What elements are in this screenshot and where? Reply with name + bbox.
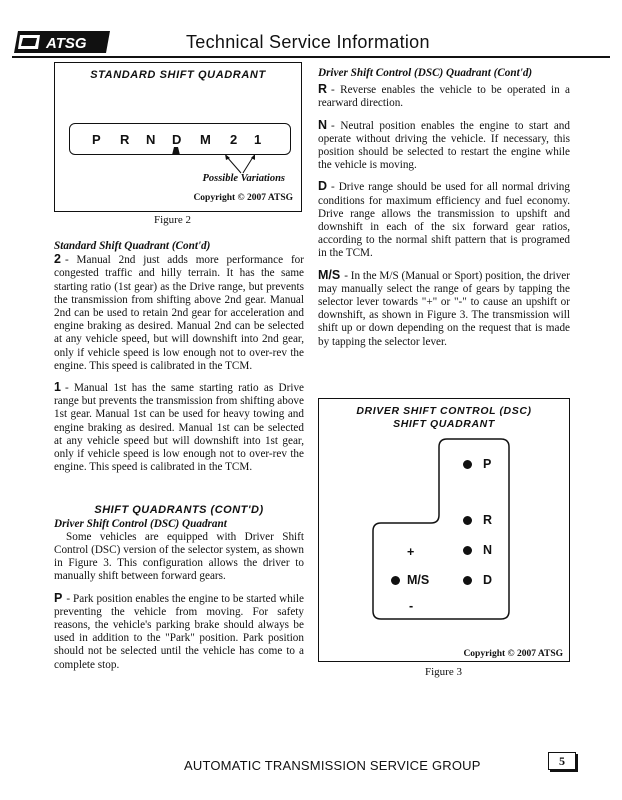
figure-title: STANDARD SHIFT QUADRANT bbox=[90, 69, 266, 81]
position-n: N bbox=[146, 132, 156, 147]
paragraph-reverse bbox=[318, 83, 570, 110]
position-p: P bbox=[92, 132, 101, 147]
paragraph-manual-sport bbox=[318, 269, 570, 349]
position-d: D bbox=[172, 132, 182, 147]
ms-position-dot bbox=[391, 576, 400, 585]
paragraph-park bbox=[54, 592, 304, 672]
copyright: Copyright © 2007 ATSG bbox=[193, 193, 293, 203]
subheading: Driver Shift Control (DSC) Quadrant bbox=[54, 517, 227, 530]
minus-label: - bbox=[409, 599, 414, 613]
para-text: - In the M/S (Manual or Sport) position, the driver may manually select the range of gears by tapping the selector lever towards "+" or "-" to cause an upshift or downshift, as shown in Figure 3. The transmission will shift up or down depending on the request that is made by tapping the selector lever. bbox=[318, 269, 570, 348]
para-text: - Manual 1st has the same starting ratio as Drive range but prevents the transmission from shifting above 1st gear. Manual 1st can be used for heavy towing and engine braking as desired. Manual 1st can be selected at any vehicle speed but will downshift into 1st gear, only if vehicle speed is low enough not to over-rev the engine. This speed is calibrated in the TCM. bbox=[54, 382, 304, 474]
p-position-dot bbox=[463, 460, 472, 469]
dsc-gate-outline bbox=[319, 399, 571, 663]
position-r: R bbox=[120, 132, 130, 147]
left-column bbox=[54, 240, 304, 680]
para-lead: M/S bbox=[318, 267, 341, 282]
para-lead: 2 bbox=[54, 252, 61, 267]
figure-standard-shift-quadrant bbox=[54, 62, 302, 212]
figure-subtitle: SHIFT QUADRANT bbox=[393, 418, 495, 430]
position-2: 2 bbox=[230, 132, 238, 147]
right-column bbox=[318, 67, 570, 357]
svg-text:ATSG: ATSG bbox=[46, 35, 87, 52]
para-lead: P bbox=[54, 590, 63, 605]
d-position-dot bbox=[463, 576, 472, 585]
r-label: R bbox=[483, 513, 493, 527]
paragraph-drive bbox=[318, 180, 570, 260]
paragraph-manual-1st bbox=[54, 381, 304, 474]
n-label: N bbox=[483, 543, 493, 557]
page-number: 5 bbox=[548, 752, 576, 770]
variations-label: Possible Variations bbox=[202, 173, 285, 184]
para-text: - Neutral position enables the engine to start and operate without driving the vehicle. If necessary, this position should be selected to restart the engine while the vehicle is moving. bbox=[318, 119, 570, 172]
d-label: D bbox=[483, 573, 493, 587]
para-text: - Drive range should be used for all normal driving conditions for maximum efficiency and fuel economy. Drive range allows the transmission to upshift and downshift in each of the six forward gear ratios, according to the normal shift pattern that is programed in the TCM. bbox=[318, 181, 570, 260]
r-position-dot bbox=[463, 516, 472, 525]
section-heading: SHIFT QUADRANTS (CONT'D) bbox=[94, 504, 264, 517]
page-title: Technical Service Information bbox=[186, 32, 430, 52]
para-text: - Reverse enables the vehicle to be operated in a rearward direction. bbox=[318, 84, 570, 110]
p-label: P bbox=[483, 457, 492, 471]
plus-label: + bbox=[407, 545, 415, 559]
figure-caption: Figure 3 bbox=[425, 666, 462, 678]
n-position-dot bbox=[463, 546, 472, 555]
atsg-logo bbox=[12, 30, 112, 54]
position-m: M bbox=[200, 132, 211, 147]
para-lead: R bbox=[318, 82, 328, 97]
para-text: - Manual 2nd just adds more performance for congested traffic and hilly terrain. It has the same starting ratio (1st gear) as the Drive range, but prevents the transmission from shifting above 2nd gear. Manual 2nd can be used to retain 2nd gear for acceleration and engine braking as desired. Manual 2nd can be selected at any vehicle speed, but will downshift into 2nd gear, only if vehicle speed is low enough not to over-rev the engine. This speed is calibrated in the TCM. bbox=[54, 254, 304, 372]
ms-label: M/S bbox=[407, 573, 430, 587]
figure-dsc-shift-quadrant bbox=[318, 398, 570, 662]
figure-caption: Figure 2 bbox=[154, 214, 191, 226]
figure-title: DRIVER SHIFT CONTROL (DSC) bbox=[356, 405, 532, 417]
copyright: Copyright © 2007 ATSG bbox=[463, 649, 563, 659]
para-lead: 1 bbox=[54, 380, 61, 395]
header-divider bbox=[12, 56, 610, 58]
para-text: - Park position enables the engine to be started while preventing the vehicle from moving. For safety reasons, the vehicle's parking brake should always be used in addition to the "Park" position. Park position should not be selected until the vehicle has come to a complete stop. bbox=[54, 592, 304, 671]
subheading: Driver Shift Control (DSC) Quadrant (Cont'd) bbox=[318, 67, 533, 79]
position-1: 1 bbox=[254, 132, 262, 147]
selector-indicator-and-arrows bbox=[55, 63, 303, 213]
footer-text: AUTOMATIC TRANSMISSION SERVICE GROUP bbox=[184, 758, 481, 773]
paragraph-manual-2nd bbox=[54, 253, 304, 373]
subheading: Standard Shift Quadrant (Cont'd) bbox=[54, 240, 211, 252]
paragraph-dsc-intro: Some vehicles are equipped with Driver Shift Control (DSC) version of the selector system, as shown in Figure 3. This configuration allows the driver to manually shift between forward gears. bbox=[54, 530, 304, 583]
para-lead: D bbox=[318, 179, 328, 194]
paragraph-neutral bbox=[318, 119, 570, 173]
para-lead: N bbox=[318, 117, 328, 132]
